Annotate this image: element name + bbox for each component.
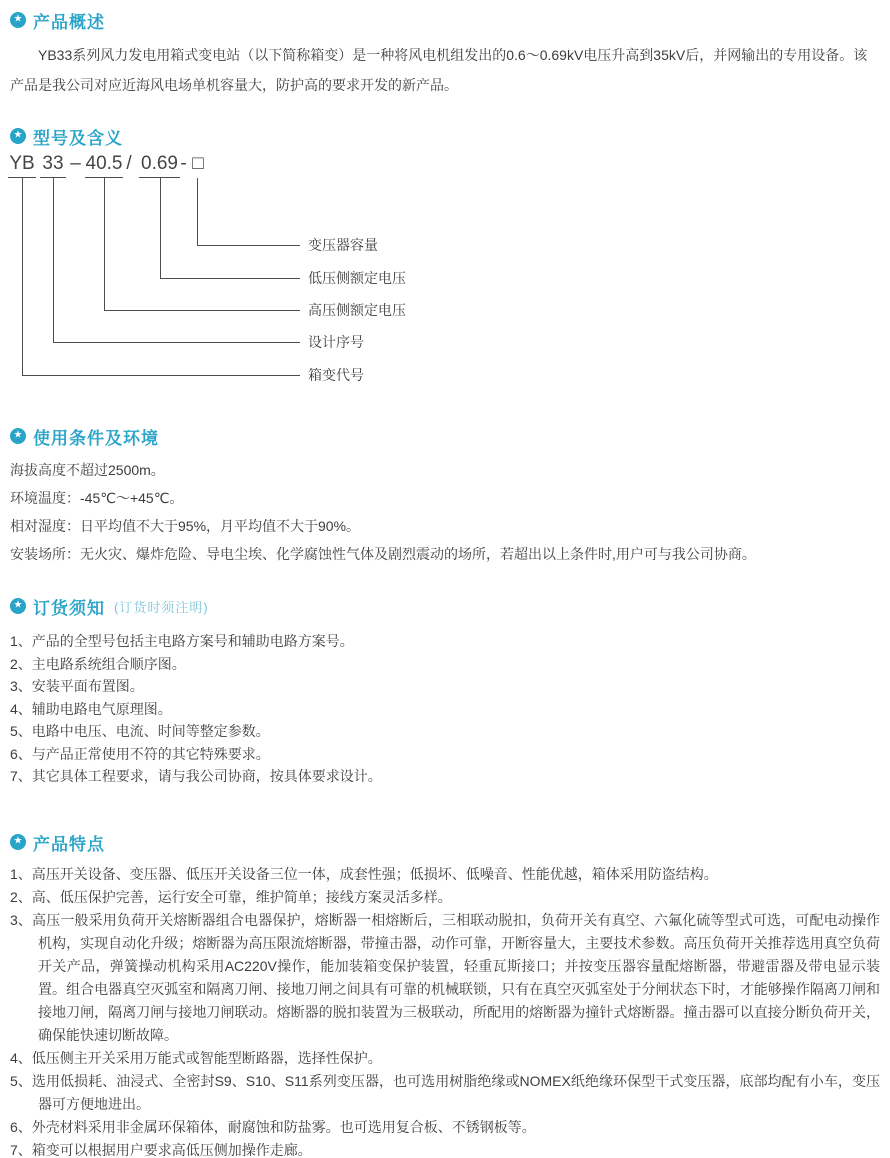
circled-star-icon <box>10 598 26 614</box>
section-title: 订货须知 <box>33 598 105 618</box>
feature-item: 4、低压侧主开关采用万能式或智能型断路器，选择性保护。 <box>10 1050 382 1066</box>
circled-star-icon <box>10 428 26 444</box>
ordering-list <box>10 630 880 788</box>
model-segment-capacity-box: □ <box>192 153 204 174</box>
section-overview <box>10 8 880 100</box>
diagram-hline-design-no <box>53 342 300 343</box>
section-title: 产品特点 <box>33 834 105 854</box>
model-segment-lv: 0.69 <box>139 152 180 178</box>
feature-item: 6、外壳材料采用非金属环保箱体，耐腐蚀和防盐雾。也可选用复合板、不锈钢板等。 <box>10 1119 536 1135</box>
feature-item: 1、高压开关设备、变压器、低压开关设备三位一体，成套性强；低损坏、低噪音、性能优越，箱体采用防盗结构。 <box>10 866 718 882</box>
ordering-item: 7、其它具体工程要求，请与我公司协商，按具体要求设计。 <box>10 768 382 784</box>
section-title: 产品概述 <box>33 12 105 32</box>
ordering-item: 4、辅助电路电气原理图。 <box>10 700 172 717</box>
condition-line: 环境温度：-45℃～+45℃。 <box>10 490 184 506</box>
section-features-header <box>10 830 880 854</box>
diagram-vline-box-code <box>22 178 23 375</box>
model-segment-box-code: YB <box>8 152 36 178</box>
condition-line: 安装场所：无火灾、爆炸危险、导电尘埃、化学腐蚀性气体及剧烈震动的场所，若超出以上条件时,用户可与我公司协商。 <box>10 546 756 562</box>
overview-paragraph: YB33系列风力发电用箱式变电站（以下简称箱变）是一种将风电机组发出的0.6～0.69kV电压升高到35kV后，并网输出的专用设备。该产品是我公司对应近海风电场单机容量大，防护高的要求开发的新产品。 <box>10 47 868 93</box>
section-ordering-header <box>10 594 880 618</box>
diagram-hline-lv <box>160 278 300 279</box>
ordering-item: 1、产品的全型号包括主电路方案号和辅助电路方案号。 <box>10 633 354 649</box>
feature-item: 7、箱变可以根据用户要求高低压侧加操作走廊。 <box>10 1142 312 1158</box>
diagram-hline-capacity <box>197 245 300 246</box>
diagram-vline-design-no <box>53 178 54 342</box>
ordering-item: 3、安装平面布置图。 <box>10 678 144 694</box>
diagram-label-capacity: 变压器容量 <box>308 237 378 253</box>
model-separator-slash: / <box>126 153 132 174</box>
section-ordering <box>10 594 880 788</box>
section-conditions-header <box>10 424 880 448</box>
diagram-vline-capacity <box>197 178 198 245</box>
feature-item: 5、选用低损耗、油浸式、全密封S9、S10、S11系列变压器，也可选用树脂绝缘或NOMEX纸绝缘环保型干式变压器，底部均配有小车，变压器可方便地进出。 <box>10 1073 880 1112</box>
section-model-header <box>10 124 880 148</box>
section-features <box>10 830 880 1158</box>
ordering-item: 5、电路中电压、电流、时间等整定参数。 <box>10 723 270 739</box>
section-title: 使用条件及环境 <box>33 428 159 448</box>
section-conditions <box>10 424 880 568</box>
diagram-label-design-no: 设计序号 <box>308 334 364 350</box>
model-code-diagram <box>10 152 470 402</box>
section-overview-header <box>10 8 880 32</box>
conditions-list <box>10 456 880 568</box>
circled-star-icon <box>10 12 26 28</box>
feature-item: 3、高压一般采用负荷开关熔断器组合电器保护，熔断器一相熔断后，三相联动脱扣，负荷开关有真空、六氟化硫等型式可选，可配电动操作机构，实现自动化升级；熔断器为高压限流熔断器，带撞击器，动作可靠，开断容量大，主要技术参数。高压负荷开关推荐选用真空负荷开关产品，弹簧操动机构采用AC220V操作，能加装箱变保护装置，轻重瓦斯接口；并按变压器容量配熔断器，带避雷器及带电显示装置。组合电器真空灭弧室和隔离刀闸、接地刀闸之间具有可靠的机械联锁，只有在真空灭弧室处于分闸状态下时，才能够操作隔离刀闸和接地刀闸，隔离刀闸与接地刀闸联动。熔断器的脱扣装置为三极联动，所配用的熔断器为撞针式熔断器。撞击器可以直接分断负荷开关，确保能快速切断故障。 <box>10 912 880 1043</box>
features-list <box>10 863 880 1158</box>
ordering-item: 2、主电路系统组合顺序图。 <box>10 655 186 672</box>
diagram-label-lv: 低压侧额定电压 <box>308 270 406 286</box>
feature-item: 2、高、低压保护完善，运行安全可靠，维护简单；接线方案灵活多样。 <box>10 889 452 905</box>
diagram-hline-hv <box>104 310 300 311</box>
diagram-vline-lv <box>160 178 161 278</box>
condition-line: 相对湿度：日平均值不大于95%，月平均值不大于90%。 <box>10 518 361 534</box>
section-title: 型号及含义 <box>33 128 123 148</box>
model-separator-hyphen: - <box>180 153 187 174</box>
diagram-label-hv: 高压侧额定电压 <box>308 302 406 318</box>
condition-line: 海拔高度不超过2500m。 <box>10 462 165 478</box>
diagram-label-box-code: 箱变代号 <box>308 367 364 383</box>
model-segment-design-no: 33 <box>40 152 66 178</box>
ordering-item: 6、与产品正常使用不符的其它特殊要求。 <box>10 745 270 762</box>
diagram-vline-hv <box>104 178 105 310</box>
diagram-hline-box-code <box>22 375 300 376</box>
model-segment-hv: 40.5 <box>85 152 123 178</box>
section-model <box>10 124 880 414</box>
circled-star-icon <box>10 834 26 850</box>
section-subtitle: (订货时须注明) <box>114 599 209 615</box>
circled-star-icon <box>10 128 26 144</box>
model-separator-dash: – <box>70 153 81 174</box>
